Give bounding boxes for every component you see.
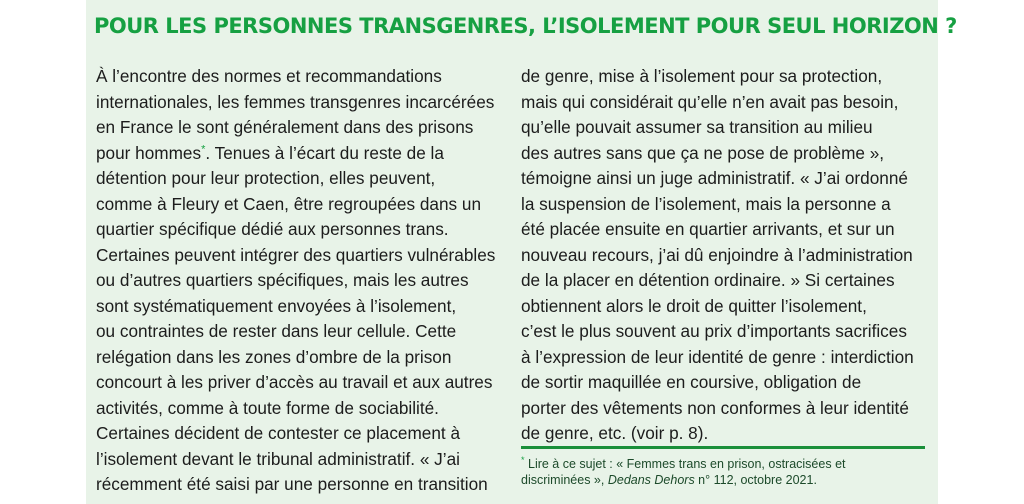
right-column [521, 64, 929, 447]
text-line-with-note [96, 141, 508, 167]
text-line: qu’elle pouvait assumer sa transition au milieu [521, 117, 873, 137]
footnote-divider [521, 446, 925, 449]
text-line: À l’encontre des normes et recommandations [96, 66, 442, 86]
text-line: obtiennent alors le droit de quitter l’isolement, [521, 295, 867, 316]
text-line: porter des vêtements non conformes à leur identité [521, 397, 909, 418]
text-line: Certaines peuvent intégrer des quartiers vulnérables [96, 244, 496, 265]
publication-title: Dedans Dehors [607, 473, 695, 487]
text-line: c’est le plus souvent au prix d’importants sacrifices [521, 321, 907, 341]
text-line: activités, comme à toute forme de sociabilité. [96, 397, 439, 418]
text-line: en France le sont généralement dans des prisons [96, 117, 474, 137]
footnote-line [521, 456, 929, 472]
text-segment: pour hommes [96, 142, 202, 163]
text-line: été placée ensuite en quartier arrivants, et sur un [521, 219, 895, 239]
text-line: nouveau recours, j’ai dû enjoindre à l’administration [521, 244, 913, 265]
article-title: POUR LES PERSONNES TRANSGENRES, L’ISOLEMENT POUR SEUL HORIZON ? [94, 14, 957, 38]
text-line: la suspension de l’isolement, mais la personne a [521, 193, 891, 214]
footnote-text: n° 112, octobre 2021. [694, 473, 817, 487]
text-line: de genre, etc. (voir p. 8). [521, 423, 709, 443]
footnote-text: discriminées », [521, 473, 608, 487]
text-line: témoigne ainsi un juge administratif. « J’ai ordonné [521, 168, 908, 188]
text-line: de la placer en détention ordinaire. » Si certaines [521, 270, 895, 290]
text-line: récemment été saisi par une personne en transition [96, 474, 488, 494]
text-line: internationales, les femmes transgenres incarcérées [96, 91, 495, 112]
text-line: des autres sans que ça ne pose de problème », [521, 142, 885, 163]
text-line: ou d’autres quartiers spécifiques, mais les autres [96, 270, 469, 290]
text-line: sont systématiquement envoyées à l’isolement, [96, 295, 457, 316]
text-line: détention pour leur protection, elles peuvent, [96, 168, 436, 188]
text-line: à l’expression de leur identité de genre : interdiction [521, 346, 914, 367]
footnote-reference[interactable]: * [201, 142, 206, 155]
text-line: concourt à les priver d’accès au travail et aux autres [96, 372, 493, 392]
text-line: ou contraintes de rester dans leur cellule. Cette [96, 321, 457, 341]
text-line: quartier spécifique dédié aux personnes trans. [96, 219, 449, 239]
text-line: de genre, mise à l’isolement pour sa protection, [521, 66, 883, 86]
left-column [96, 64, 508, 498]
footnote [521, 456, 929, 488]
footnote-text: Lire à ce sujet : « Femmes trans en prison, ostracisées et [524, 457, 846, 471]
text-line: de sortir maquillée en coursive, obligation de [521, 372, 862, 392]
text-line: mais qui considérait qu’elle n’en avait pas besoin, [521, 91, 899, 112]
footnote-marker: * [521, 454, 525, 465]
text-line: comme à Fleury et Caen, être regroupées dans un [96, 193, 482, 214]
footnote-line [521, 472, 929, 488]
text-line: Certaines décident de contester ce placement à [96, 423, 461, 443]
text-line: relégation dans les zones d’ombre de la prison [96, 346, 452, 367]
text-segment: . Tenues à l’écart du reste de la [205, 142, 444, 163]
text-line: l’isolement devant le tribunal administratif. « J’ai [96, 448, 460, 469]
